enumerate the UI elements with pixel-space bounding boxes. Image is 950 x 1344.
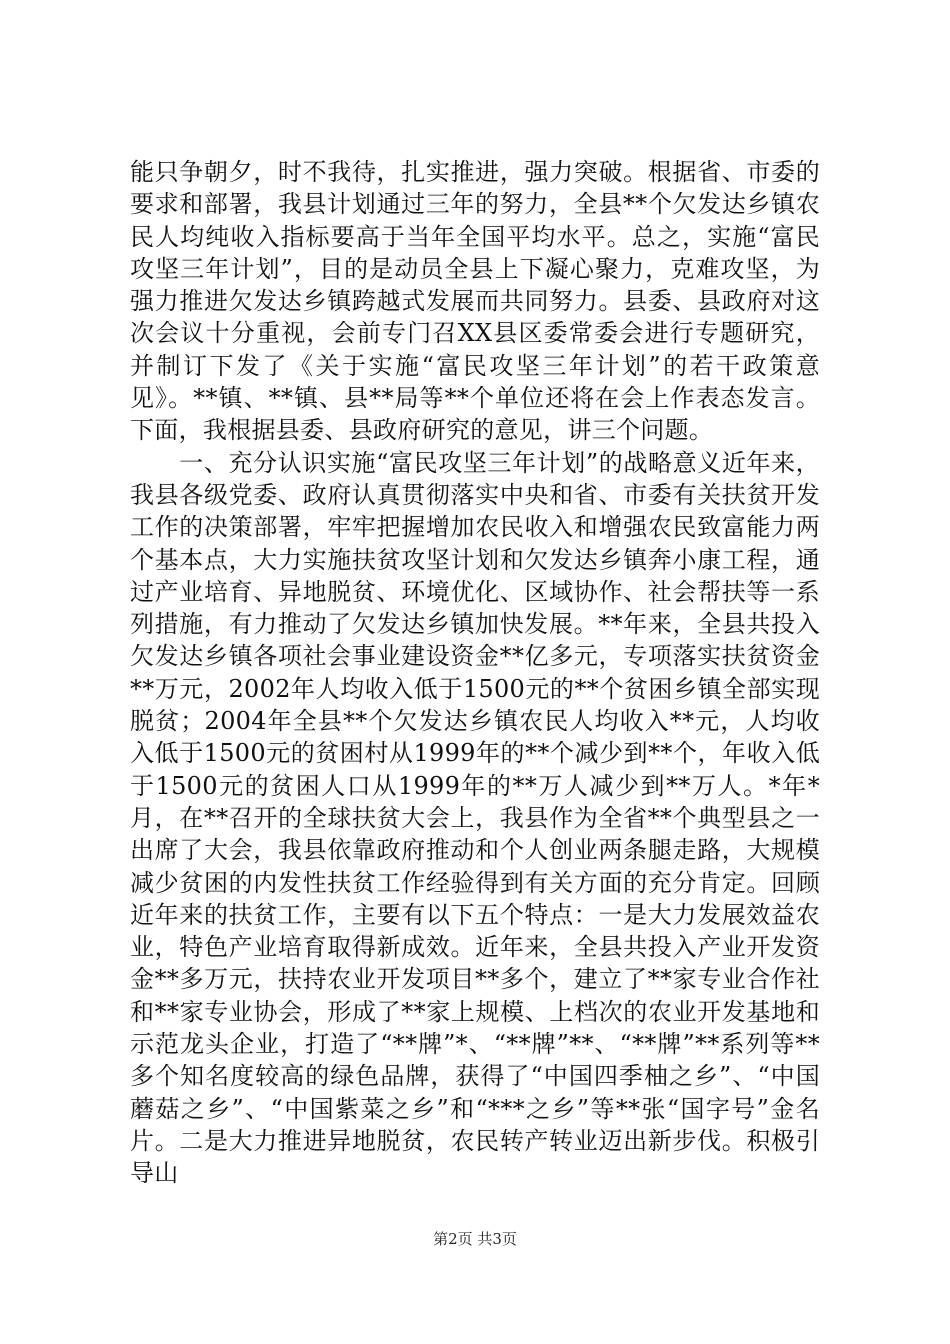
- page-footer: 第2页 共3页: [433, 1230, 517, 1248]
- paragraph-continuation: 能只争朝夕，时不我待，扎实推进，强力突破。根据省、市委的要求和部署，我县计划通过三年的努力，全县**个欠发达乡镇农民人均纯收入指标要高于当年全国平均水平。总之，实施“富民攻坚三年计划”，目的是动员全县上下凝心聚力，克难攻坚，为强力推进欠发达乡镇跨越式发展而共同努力。县委、县政府对这次会议十分重视，会前专门召XX县区委常委会进行专题研究，并制订下发了《关于实施“富民攻坚三年计划”的若干政策意见》。**镇、**镇、县**局等**个单位还将在会上作表态发言。下面，我根据县委、县政府研究的意见，讲三个问题。: [130, 158, 820, 445]
- paragraph-section-one: 一、充分认识实施“富民攻坚三年计划”的战略意义近年来，我县各级党委、政府认真贯彻落实中央和省、市委有关扶贫开发工作的决策部署，牢牢把握增加农民收入和增强农民致富能力两个基本点，大力实施扶贫攻坚计划和欠发达乡镇奔小康工程，通过产业培育、异地脱贫、环境优化、区域协作、社会帮扶等一系列措施，有力推动了欠发达乡镇加快发展。**年来，全县共投入欠发达乡镇各项社会事业建设资金**亿多元，专项落实扶贫资金**万元，2002年人均收入低于1500元的**个贫困乡镇全部实现脱贫；2004年全县**个欠发达乡镇农民人均收入**元，人均收入低于1500元的贫困村从1999年的**个减少到**个，年收入低于1500元的贫困人口从1999年的**万人减少到**万人。*年*月，在**召开的全球扶贫大会上，我县作为全省**个典型县之一出席了大会，我县依靠政府推动和个人创业两条腿走路，大规模减少贫困的内发性扶贫工作经验得到有关方面的充分肯定。回顾近年来的扶贫工作，主要有以下五个特点：一是大力发展效益农业，特色产业培育取得新成效。近年来，全县共投入产业开发资金**多万元，扶持农业开发项目**多个，建立了**家专业合作社和**家专业协会，形成了**家上规模、上档次的农业开发基地和示范龙头企业，打造了“**牌”*、“**牌”**、“**牌”**系列等**多个知名度较高的绿色品牌，获得了“中国四季柚之乡”、“中国蘑菇之乡”、“中国紫菜之乡”和“***之乡”等**张“国字号”金名片。二是大力推进异地脱贫，农民转产转业迈出新步伐。积极引导山: [130, 448, 820, 1188]
- document-body: [130, 156, 820, 1190]
